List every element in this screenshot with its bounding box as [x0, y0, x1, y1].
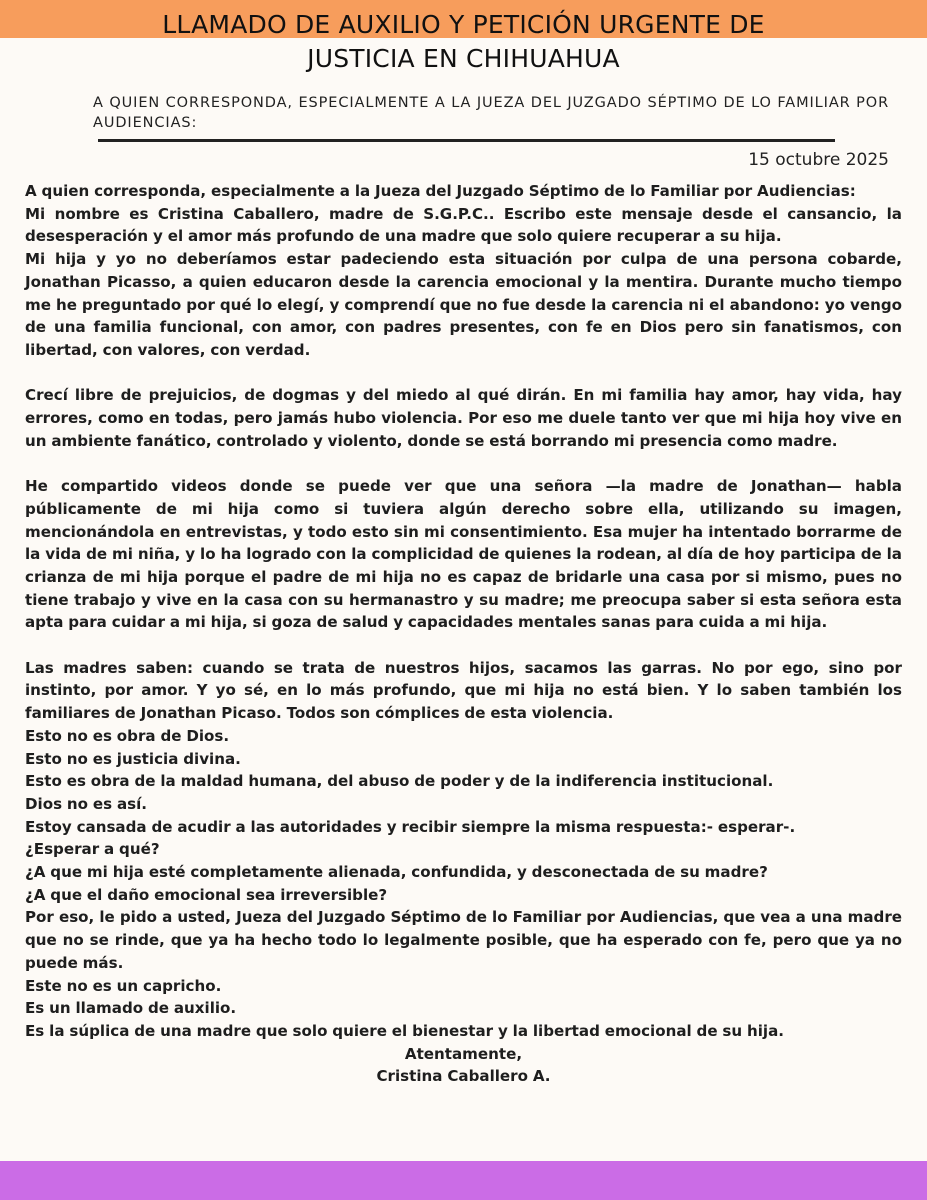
- paragraph-5: Las madres saben: cuando se trata de nuestros hijos, sacamos las garras. No por ego, sino por instinto, por amor. Y yo sé, en lo más profundo, que mi hija no está bien. Y lo saben también los familiares de Jonathan Picaso. Todos son cómplices de esta violencia.: [25, 658, 902, 723]
- paragraph-gap: [25, 362, 902, 385]
- title-line-1: LLAMADO DE AUXILIO Y PETICIÓN URGENTE DE: [162, 10, 765, 39]
- line-10: Es un llamado de auxilio.: [25, 999, 237, 1018]
- line-5: Estoy cansada de acudir a las autoridades y recibir siempre la misma respuesta:- esperar-.: [25, 817, 796, 836]
- bottom-color-band: [0, 1161, 927, 1200]
- paragraph-1: Mi nombre es Cristina Caballero, madre de S.G.P.C.. Escribo este mensaje desde el cansancio, la desesperación y el amor más profundo de una madre que solo quiere recuperar a su hija.: [25, 204, 902, 246]
- line-2: Esto no es justicia divina.: [25, 749, 241, 768]
- closing: Atentamente,: [404, 1044, 523, 1063]
- addressee-heading: A QUIEN CORRESPONDA, ESPECIALMENTE A LA JUEZA DEL JUZGADO SÉPTIMO DE LO FAMILIAR POR AUDIENCIAS:: [93, 95, 890, 131]
- line-8: ¿A que el daño emocional sea irreversible?: [25, 885, 388, 904]
- line-1: Esto no es obra de Dios.: [25, 726, 230, 745]
- line-9: Este no es un capricho.: [25, 976, 222, 995]
- letter-date: 15 octubre 2025: [748, 150, 889, 170]
- paragraph-2: Mi hija y yo no deberíamos estar padeciendo esta situación por culpa de una persona cobarde, Jonathan Picasso, a quien educaron desde la carencia emocional y la mentira. Durante mucho tiempo me he preguntado por qué lo elegí, y comprendí que no fue desde la carencia ni el abandono: yo vengo de una familia funcional, con amor, con padres presentes, con fe en Dios pero sin fanatismos, con libertad, con valores, con verdad.: [25, 250, 902, 359]
- paragraph-3: Crecí libre de prejuicios, de dogmas y del miedo al qué dirán. En mi familia hay amor, hay vida, hay errores, como en todas, pero jamás hubo violencia. Por eso me duele tanto ver que mi hija hoy vive en un ambiente fanático, controlado y violento, donde se está borrando mi presencia como madre.: [25, 386, 902, 450]
- line-4: Dios no es así.: [25, 794, 148, 813]
- paragraph-gap: [25, 634, 902, 657]
- signature: Cristina Caballero A.: [376, 1067, 551, 1086]
- paragraph-gap: [25, 452, 902, 475]
- line-7: ¿A que mi hija esté completamente alienada, confundida, y desconectada de su madre?: [25, 863, 768, 882]
- greeting: A quien corresponda, especialmente a la Jueza del Juzgado Séptimo de lo Familiar por Audiencias:: [25, 182, 856, 200]
- horizontal-divider: [98, 139, 835, 142]
- line-6: ¿Esperar a qué?: [25, 840, 160, 859]
- paragraph-6: Por eso, le pido a usted, Jueza del Juzgado Séptimo de lo Familiar por Audiencias, que vea a una madre que no se rinde, que ya ha hecho todo lo legalmente posible, que ha esperado con fe, pero que ya no puede más.: [25, 908, 902, 972]
- line-3: Esto es obra de la maldad humana, del abuso de poder y de la indiferencia institucional.: [25, 772, 774, 791]
- title-line-2: JUSTICIA EN CHIHUAHUA: [307, 44, 620, 73]
- letter-body: [25, 180, 902, 1088]
- paragraph-4: He compartido videos donde se puede ver que una señora —la madre de Jonathan— habla públicamente de mi hija como si tuviera algún derecho sobre ella, utilizando su imagen, mencionándola en entrevistas, y todo esto sin mi consentimiento. Esa mujer ha intentado borrarme de la vida de mi niña, y lo ha logrado con la complicidad de quienes la rodean, al día de hoy participa de la crianza de mi hija porque el padre de mi hija no es capaz de bridarle una casa por si mismo, pues no tiene trabajo y vive en la casa con su hermanastro y su madre; me preocupa saber si esta señora esta apta para cuidar a mi hija, si goza de salud y capacidades mentales sanas para cuida a mi hija.: [25, 477, 902, 632]
- document-title: [0, 8, 927, 76]
- line-11: Es la súplica de una madre que solo quiere el bienestar y la libertad emocional de su hija.: [25, 1021, 785, 1040]
